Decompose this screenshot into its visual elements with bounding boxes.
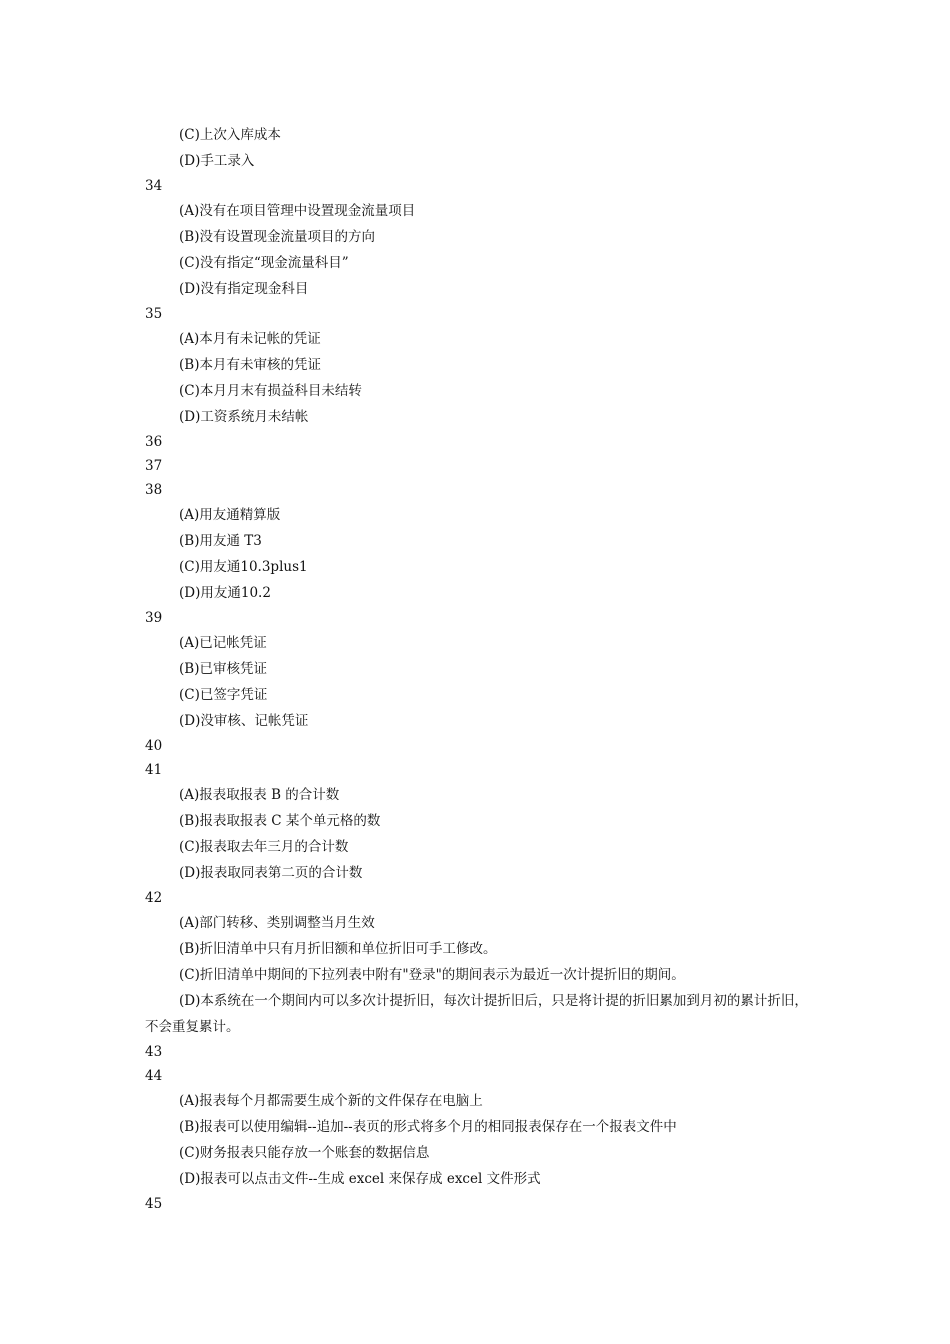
answer-option: (B)折旧清单中只有月折旧额和单位折旧可手工修改。	[179, 941, 497, 957]
answer-option: (C)已签字凭证	[179, 687, 268, 703]
question-number: 40	[145, 738, 163, 754]
answer-option: (B)报表可以使用编辑--追加--表页的形式将多个月的相同报表保存在一个报表文件中	[179, 1119, 677, 1135]
answer-option: (C)报表取去年三月的合计数	[179, 839, 349, 855]
answer-option: (B)本月有未审核的凭证	[179, 357, 321, 373]
question-number: 37	[145, 458, 163, 474]
answer-option: (C)财务报表只能存放一个账套的数据信息	[179, 1145, 430, 1161]
question-number: 36	[145, 434, 163, 450]
answer-option: (A)本月有未记帐的凭证	[179, 331, 321, 347]
answer-option: (D)没有指定现金科目	[179, 281, 309, 297]
answer-option: (D)报表可以点击文件--生成 excel 来保存成 excel 文件形式	[179, 1171, 541, 1187]
answer-option: (C)折旧清单中期间的下拉列表中附有"登录"的期间表示为最近一次计提折旧的期间。	[179, 967, 685, 983]
question-number: 38	[145, 482, 163, 498]
answer-option: (D)用友通10.2	[179, 585, 271, 601]
question-number: 34	[145, 178, 163, 194]
question-number: 43	[145, 1044, 163, 1060]
question-number: 39	[145, 610, 163, 626]
answer-option: (D)手工录入	[179, 153, 255, 169]
question-number: 35	[145, 306, 163, 322]
question-number: 42	[145, 890, 163, 906]
question-number: 45	[145, 1196, 163, 1212]
answer-option: (A)报表每个月都需要生成个新的文件保存在电脑上	[179, 1093, 483, 1109]
answer-option: (B)已审核凭证	[179, 661, 267, 677]
answer-option: (B)用友通 T3	[179, 533, 262, 549]
answer-option: (B)报表取报表 C 某个单元格的数	[179, 813, 381, 829]
answer-option: (A)部门转移、类别调整当月生效	[179, 915, 375, 931]
question-number: 44	[145, 1068, 163, 1084]
document-body	[145, 122, 815, 1216]
answer-option: (A)报表取报表 B 的合计数	[179, 787, 340, 803]
answer-option: (D)本系统在一个期间内可以多次计提折旧，每次计提折旧后，只是将计提的折旧累加到月初的累计折旧，不会重复累计。	[145, 993, 808, 1035]
answer-option: (C)没有指定“现金流量科目”	[179, 255, 349, 271]
answer-option: (D)没审核、记帐凭证	[179, 713, 309, 729]
answer-option: (A)没有在项目管理中设置现金流量项目	[179, 203, 416, 219]
answer-option: (C)上次入库成本	[179, 127, 281, 143]
answer-option: (D)工资系统月未结帐	[179, 409, 309, 425]
answer-option: (A)用友通精算版	[179, 507, 281, 523]
answer-option: (C)本月月末有损益科目未结转	[179, 383, 362, 399]
answer-option: (A)已记帐凭证	[179, 635, 267, 651]
question-number: 41	[145, 762, 163, 778]
answer-option: (B)没有设置现金流量项目的方向	[179, 229, 375, 245]
answer-option: (D)报表取同表第二页的合计数	[179, 865, 363, 881]
answer-option: (C)用友通10.3plus1	[179, 559, 308, 575]
